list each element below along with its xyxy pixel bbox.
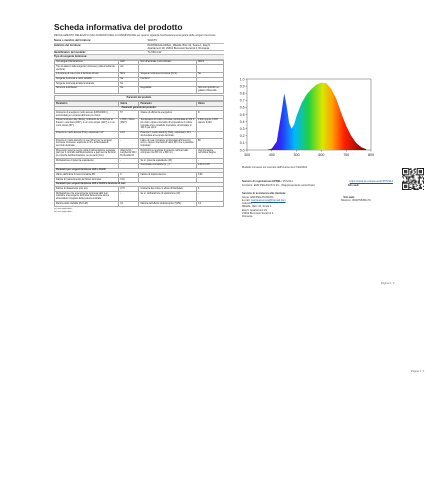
- x-tick-label: 700: [343, 153, 350, 157]
- eprel-link[interactable]: https://eprel.ec.europa.eu/qr/1572214: [349, 180, 393, 184]
- table-cell: 0,313 0,337: [196, 163, 223, 168]
- table-cell: Consumo di energia in modo acceso (kWh/1000 h), arrotondato per eccesso all'intero più vicino:: [55, 111, 119, 118]
- table-cell: MLS: [119, 72, 139, 77]
- table-cell: Vedi immagine nell'ultima pagina: [196, 149, 223, 159]
- table-cell: Parametro: [139, 102, 196, 107]
- supplier-value: WHCTV: [147, 39, 158, 43]
- table-cell: Metrica dello sfarfallio (Pst LM):: [55, 202, 119, 207]
- table-cell: Temperatura di colore correlata, arrotondata ai 100 K più vicini, oppure intervallo di temperature di colore correlate che è possibile impostare, arrotondate ai 100 K più vicini:: [139, 118, 196, 131]
- email-link[interactable]: marinescumcca@hotmail.com: [250, 199, 286, 203]
- y-tick-label: 0.9: [239, 84, 245, 89]
- supplier-key: Nome o marchio del fornitore:: [54, 39, 92, 43]
- table-cell: Se sì, potenza equivalente (W):: [139, 159, 196, 164]
- section-label: Parametri per sorgenti luminose LED e OLED a funzione di rete:: [55, 182, 224, 187]
- table-cell: Costanza del colore in ellissi di MacAdam:: [139, 187, 196, 192]
- y-tick-label: 0.2: [239, 134, 245, 139]
- table-cell: Sorgente luminosa a colori variabili:: [55, 77, 119, 82]
- table-cell: -: [196, 192, 223, 202]
- table-cell: -: [196, 77, 223, 82]
- table-cell: 0,1: [119, 202, 139, 207]
- table-cell: No: [119, 86, 139, 93]
- table-row: [55, 139, 224, 149]
- section-label: Parametri per sorgenti luminose LED e OLED:: [55, 168, 224, 173]
- contact-email-row: E-mail: marinescumcca@hotmail.com Telefono: 0040756451176: [242, 199, 371, 203]
- table-cell: Flusso luminoso utile (Φuse), indicando se si riferisce al flusso in una sfera (360°), in un cono ampio (120°) o in un cono stretto (90°):: [55, 118, 119, 131]
- table-cell: Involucro:: [139, 77, 196, 82]
- table-cell: 8: [119, 173, 139, 178]
- table-cell: 1.650 in Sfera (360°): [119, 118, 139, 131]
- table-row: [55, 118, 224, 131]
- table-cell: Solo con specifici se-golatori d'intensità: [196, 86, 223, 93]
- product-sheet: [54, 22, 224, 492]
- table-cell: Fattore di mantenimento del flusso luminoso:: [55, 178, 119, 183]
- table-cell: Sorgente luminosa connessa (CLS):: [139, 72, 196, 77]
- table-cell: Tecnologia d'illuminazione:: [55, 60, 119, 65]
- y-tick-label: 0.8: [239, 91, 245, 96]
- table-cell: Valore: [119, 102, 139, 107]
- section-label: Parametri generali del prodotto:: [55, 106, 224, 111]
- table-cell: 0,90: [196, 173, 223, 178]
- x-tick-label: 500: [293, 153, 300, 157]
- table-cell: -: [119, 139, 139, 149]
- params-body: [54, 101, 224, 207]
- table-cell: Parametro: [55, 102, 119, 107]
- table-cell: No: [119, 82, 139, 87]
- table-cell: Dichiarazione che una sorgente luminosa LED può sostituire una sorgente luminosa fluorescente senza alimentatore integrato della potenza indicata:: [55, 192, 119, 202]
- y-tick-label: 0.4: [239, 119, 245, 124]
- table-cell: Potenza in modo acceso (Pon), espressa in W:: [55, 131, 119, 138]
- address: MEHAL, Bloc 42, Scara 1 Etaj 5, Apartament 29, 23462 Bucuresti Sectorul 2, Romania: [242, 205, 274, 219]
- table-cell: -: [196, 131, 223, 138]
- table-row: [55, 149, 224, 159]
- table-cell: Potenza in modo stand-by in rete (Pnet) per le sorgenti luminose connesse, espressa in W e arrotondata al secondo decimale:: [55, 139, 119, 149]
- table-cell: Dimensioni esterne senza unità di alimentazione separata, parti per il controllo dell'illuminazione e parti senza funzioni di controllo dell'illuminazione, se presenti (mm):: [55, 149, 119, 159]
- table-row: [55, 111, 224, 118]
- light-source-type-label: Tipo di sorgente luminosa:: [54, 55, 224, 59]
- table-cell: 88: [196, 139, 223, 149]
- table-cell: Regolabile:: [139, 86, 196, 93]
- table-cell: Sorgente luminosa ad alta luminanza:: [55, 82, 119, 87]
- table-cell: Valore: [196, 102, 223, 107]
- y-tick-label: 0.7: [239, 98, 245, 103]
- table-cell: 57: [119, 111, 139, 118]
- table-cell: Tipo di attacco della sorgente luminosa (o altra interfaccia elettrica):: [55, 65, 119, 72]
- supplier-value: PANTREGALADSAL_MEHAL Bloc 42, Scara 1, Etaj 5, Apartament 29, 23461 Bucuresti Sectorul 2, Romania: [147, 43, 211, 50]
- spectral-chart: [232, 75, 375, 159]
- table-cell: 0,4: [196, 202, 223, 207]
- table-row: [55, 65, 224, 72]
- supplier-row: Fornitore: EMF PEGASUS S.R.L. (Rappresentante autorizzato) Sito web:: [242, 184, 360, 188]
- contact-title: Servizio di assistenza alla clientela:: [242, 191, 286, 195]
- table-cell: Indice di resa cromatica, arrotondato all'intero più vicino, oppure intervallo di valori IRC che è possibile impostare:: [139, 139, 196, 149]
- y-tick-label: 0.3: [239, 127, 245, 131]
- x-tick-label: 300: [244, 153, 250, 157]
- y-tick-label: 0.1: [239, 141, 245, 146]
- supplier-info: [54, 39, 224, 55]
- qr-code-icon[interactable]: [402, 168, 424, 190]
- y-tick-label: 0.6: [239, 105, 245, 110]
- table-cell: NDLS: [196, 60, 223, 65]
- table-cell: Dichiarazione di potenza equivalente:: [55, 159, 119, 164]
- supplier-key: Identificativo del modello:: [54, 51, 86, 55]
- table-row: [55, 86, 224, 93]
- footnotes: (a) non applicabile; (b) non applicabile;: [54, 208, 73, 213]
- table-cell: Fattore di sopravvivenza:: [139, 173, 196, 178]
- table-cell: Potenza in modo stand-by (Psb), espressa in W e arrotondata al secondo decimale:: [139, 131, 196, 138]
- table-cell: D: [196, 111, 223, 118]
- eprel-card: [242, 166, 427, 262]
- table-cell: No: [119, 77, 139, 82]
- table-cell: Classe di efficienza energetica:: [139, 111, 196, 118]
- table-cell: AC: [119, 65, 139, 72]
- y-tick-label: 0.0: [239, 148, 245, 153]
- sheet-title: Scheda informativa del prodotto: [54, 22, 183, 32]
- x-tick-label: 400: [268, 153, 275, 157]
- table-cell: 13,0: [119, 131, 139, 138]
- type-table: [54, 60, 224, 95]
- table-row: [55, 192, 224, 202]
- address-label: Indirizzo:: [242, 202, 253, 206]
- table-cell: 0,91: [119, 178, 139, 183]
- table-cell: Non direzionale o di-rezionale:: [139, 60, 196, 65]
- spectrum-area: [267, 83, 366, 150]
- table-row: [55, 202, 224, 207]
- table-cell: Coordinate cromatiche (x, y):: [139, 163, 196, 168]
- table-cell: A funzione di rete o non a funzione di rete:: [55, 72, 119, 77]
- table-cell: 2.000 oppure 4.000 oppure 6.000: [196, 118, 223, 131]
- table-row: [55, 131, 224, 138]
- table-cell: 0,79: [119, 187, 139, 192]
- table-cell: Metrica dell'effetto stroboscopico (SVM):: [139, 202, 196, 207]
- contact-name-row: Nome: EMFPEGASUS00% Sito web:: [242, 195, 355, 199]
- table-cell: No: [196, 72, 223, 77]
- reg-row: Numero di registrazione EPREL: 1572214 https://eprel.ec.europa.eu/qr/1572214: [242, 180, 427, 183]
- y-tick-label: 0.5: [239, 112, 245, 117]
- table-cell: Se sì, dichiarazione di sostituzione (W):: [139, 192, 196, 202]
- table-cell: [139, 65, 196, 72]
- x-tick-label: 600: [318, 153, 325, 157]
- table-cell: Distribuzione spettrale di potenza nell'intervallo compreso tra 250 nm e 800 nm:: [139, 149, 196, 159]
- table-cell: -: [196, 159, 223, 164]
- supplier-key: Indirizzo del fornitore:: [54, 43, 82, 47]
- spectral-svg: [232, 75, 375, 159]
- regulation-text: REGOLAMENTO DELEGATO (UE) 2019/2015 DELLA COMMISSIONE per quanto riguarda l'etichettatura energetica delle sorgenti luminose: [54, 34, 216, 37]
- table-cell: -: [119, 159, 139, 164]
- supplier-value: TL-549-G12: [147, 51, 162, 55]
- table-cell: Altezza 64 / Larghezza 549 / Profondità 64: [119, 149, 139, 159]
- table-cell: 3: [196, 187, 223, 192]
- table-cell: [196, 65, 223, 72]
- y-tick-label: 1.0: [239, 77, 245, 82]
- table-cell: Valore dell'indice di resa cromatica R9:: [55, 173, 119, 178]
- params-label: Parametri del prodotto: [55, 96, 224, 101]
- table-cell: Schermo antiriflesso:: [55, 86, 119, 93]
- x-tick-label: 800: [368, 153, 374, 157]
- page-number-mid: Pagina 2 / 2: [381, 282, 395, 285]
- page-number-right: Pagina 1 / 1: [411, 370, 425, 373]
- table-cell: -: [119, 192, 139, 202]
- eprel-note: Modello immesso sul mercato dell'Unione da 17/10/2024: [242, 166, 308, 169]
- table-cell: Fattore di sfasamento (cos φ1):: [55, 187, 119, 192]
- table-cell: LED: [119, 60, 139, 65]
